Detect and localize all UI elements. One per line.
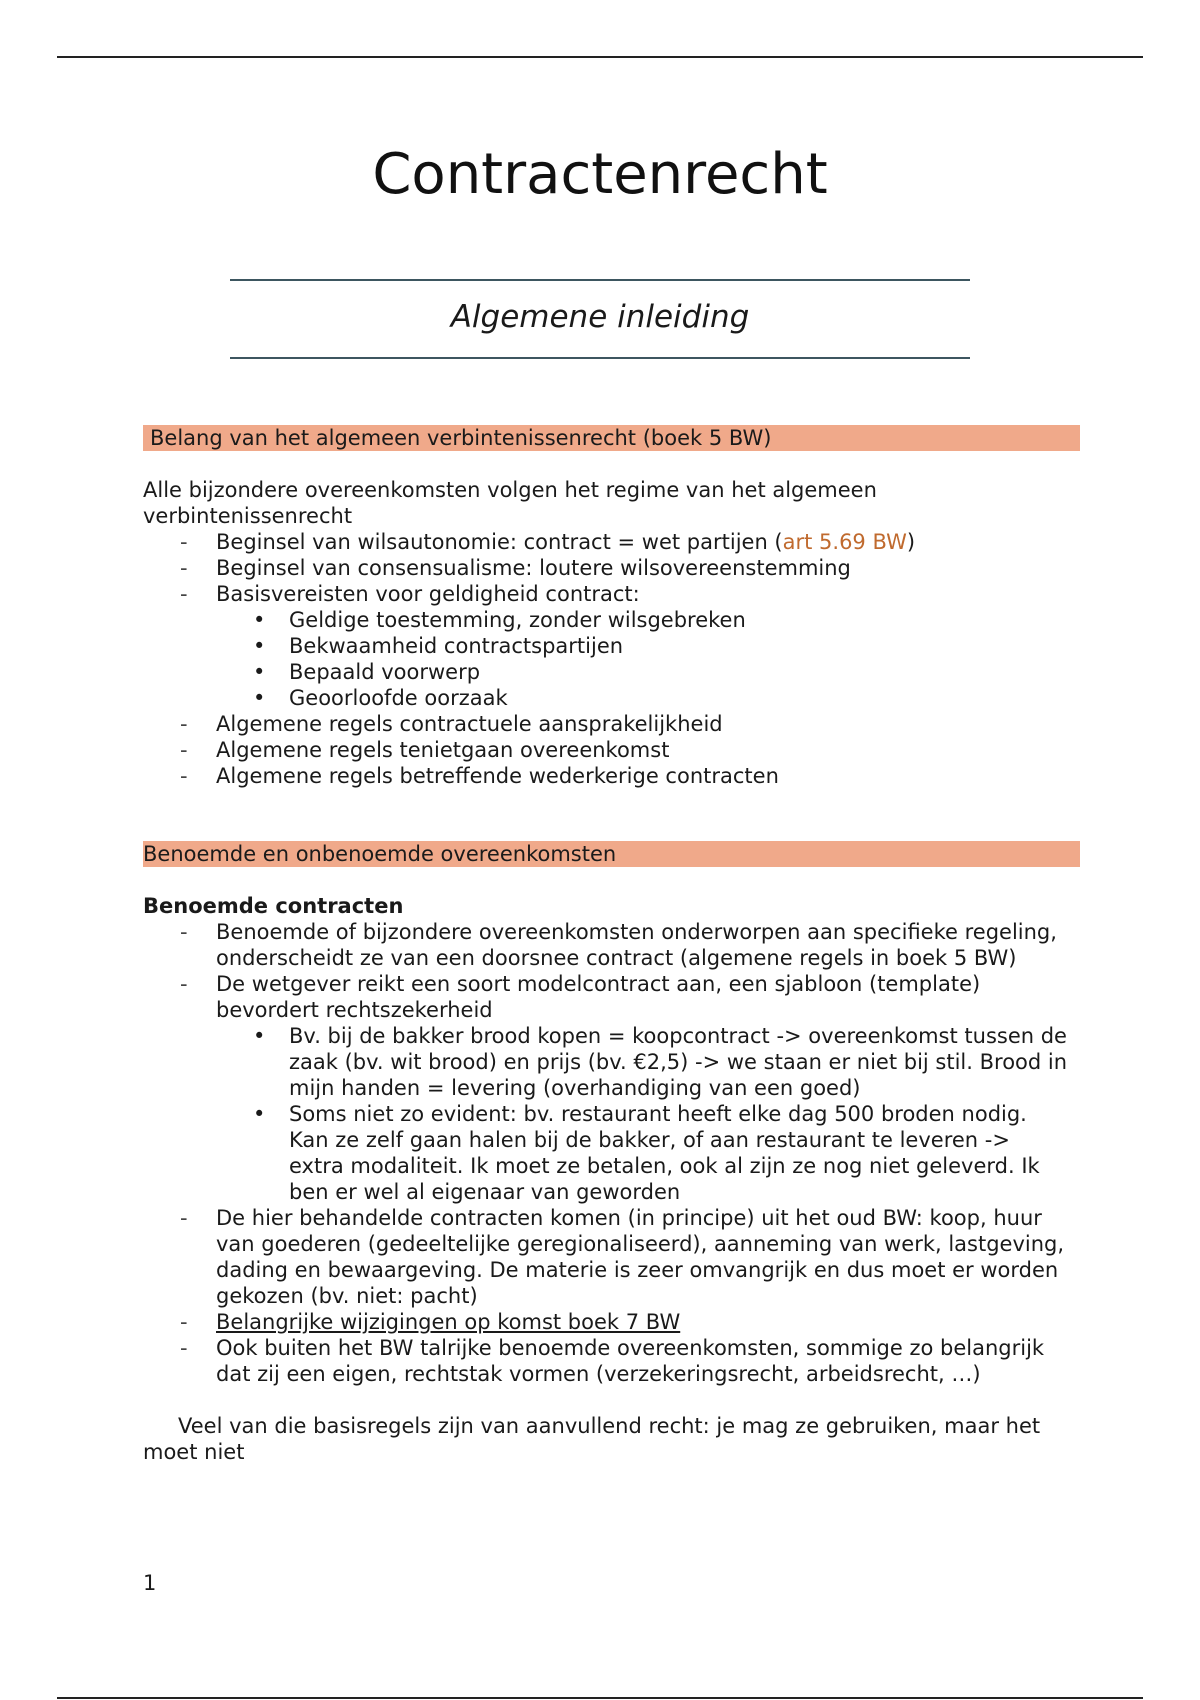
list-item xyxy=(216,633,1068,659)
list-item xyxy=(143,529,1068,555)
list-item xyxy=(143,555,1068,581)
list-item xyxy=(216,659,1068,685)
dash-marker: - xyxy=(180,972,188,996)
list-item-text: Basisvereisten voor geldigheid contract: xyxy=(216,582,640,606)
document-subtitle: Algemene inleiding xyxy=(450,299,750,335)
dash-marker: - xyxy=(180,556,188,580)
list-item-text: Algemene regels contractuele aansprakelijkheid xyxy=(216,712,723,736)
dash-marker: - xyxy=(180,1310,188,1334)
list-item xyxy=(143,581,1068,711)
list-item xyxy=(143,1309,1068,1335)
list-item-text: Beginsel van wilsautonomie: contract = wet partijen ( xyxy=(216,530,783,554)
list-item xyxy=(143,711,1068,737)
list-item-text: Algemene regels tenietgaan overeenkomst xyxy=(216,738,670,762)
list-item xyxy=(143,1335,1068,1387)
bullet-marker: • xyxy=(253,608,266,632)
list-item xyxy=(216,1101,1068,1205)
list-item xyxy=(143,763,1068,789)
section2-list xyxy=(143,919,1068,1387)
dash-marker: - xyxy=(180,1206,188,1230)
examples-list xyxy=(216,1023,1068,1205)
list-item xyxy=(143,737,1068,763)
dash-marker: - xyxy=(180,738,188,762)
section-heading-verbintenissenrecht: Belang van het algemeen verbintenissenrecht (boek 5 BW) xyxy=(143,425,1080,451)
list-item-text: Bepaald voorwerp xyxy=(289,660,481,684)
list-item xyxy=(143,971,1068,1205)
list-item xyxy=(216,607,1068,633)
subheading-benoemde-contracten: Benoemde contracten xyxy=(143,894,404,918)
list-item xyxy=(216,1023,1068,1101)
list-item-text: Belangrijke wijzigingen op komst boek 7 BW xyxy=(216,1310,681,1334)
subtitle-top-rule xyxy=(230,279,970,281)
list-item-text: Soms niet zo evident: bv. restaurant heeft elke dag 500 broden nodig. Kan ze zelf gaan halen bij de bakker, of aan restaurant te leveren -> extra modaliteit. Ik moet ze betalen, ook al zijn ze nog niet geleverd. Ik ben er wel al eigenaar van geworden xyxy=(289,1102,1040,1204)
bullet-marker: • xyxy=(253,634,266,658)
bullet-marker: • xyxy=(253,1024,266,1048)
bullet-marker: • xyxy=(253,660,266,684)
section1-list xyxy=(143,529,1068,789)
section1-intro: Alle bijzondere overeenkomsten volgen het regime van het algemeen verbintenissenrecht xyxy=(143,478,877,528)
list-item-text: De wetgever reikt een soort modelcontract aan, een sjabloon (template) bevordert rechtszekerheid xyxy=(216,972,981,1022)
list-item xyxy=(143,1205,1068,1309)
dash-marker: - xyxy=(180,530,188,554)
list-item-text: Geoorloofde oorzaak xyxy=(289,686,508,710)
bottom-rule xyxy=(57,1697,1143,1699)
section-heading-benoemde-overeenkomsten: Benoemde en onbenoemde overeenkomsten xyxy=(143,841,1080,867)
document-body xyxy=(143,425,1068,1465)
list-item xyxy=(216,685,1068,711)
list-item-text: Ook buiten het BW talrijke benoemde overeenkomsten, sommige zo belangrijk dat zij een eigen, rechtstak vormen (verzekeringsrecht, arbeidsrecht, …) xyxy=(216,1336,1045,1386)
document-title: Contractenrecht xyxy=(372,142,828,207)
list-item-text: Beginsel van consensualisme: loutere wilsovereenstemming xyxy=(216,556,851,580)
top-rule xyxy=(57,56,1143,58)
list-item-text: Algemene regels betreffende wederkerige contracten xyxy=(216,764,779,788)
requirements-list xyxy=(216,607,1068,711)
closing-paragraph: Veel van die basisregels zijn van aanvullend recht: je mag ze gebruiken, maar het moet niet xyxy=(143,1414,1041,1464)
subtitle-bottom-rule xyxy=(230,357,970,359)
page-number: 1 xyxy=(143,1571,157,1595)
dash-marker: - xyxy=(180,920,188,944)
dash-marker: - xyxy=(180,1336,188,1360)
dash-marker: - xyxy=(180,764,188,788)
dash-marker: - xyxy=(180,712,188,736)
article-reference: art 5.69 BW xyxy=(782,530,907,554)
list-item-text: De hier behandelde contracten komen (in principe) uit het oud BW: koop, huur van goederen (gedeeltelijke geregionaliseerd), aanneming van werk, lastgeving, dading en bewaargeving. De materie is zeer omvangrijk en dus moet er worden gekozen (bv. niet: pacht) xyxy=(216,1206,1065,1308)
dash-marker: - xyxy=(180,582,188,606)
list-item-text: Benoemde of bijzondere overeenkomsten onderworpen aan specifieke regeling, onderscheidt ze van een doorsnee contract (algemene regels in boek 5 BW) xyxy=(216,920,1057,970)
list-item-text: Bekwaamheid contractspartijen xyxy=(289,634,624,658)
list-item-text: Bv. bij de bakker brood kopen = koopcontract -> overeenkomst tussen de zaak (bv. wit brood) en prijs (bv. €2,5) -> we staan er niet bij stil. Brood in mijn handen = levering (overhandiging van een goed) xyxy=(289,1024,1068,1100)
bullet-marker: • xyxy=(253,686,266,710)
list-item-text-end: ) xyxy=(906,530,916,554)
list-item-text: Geldige toestemming, zonder wilsgebreken xyxy=(289,608,746,632)
bullet-marker: • xyxy=(253,1102,266,1126)
list-item xyxy=(143,919,1068,971)
